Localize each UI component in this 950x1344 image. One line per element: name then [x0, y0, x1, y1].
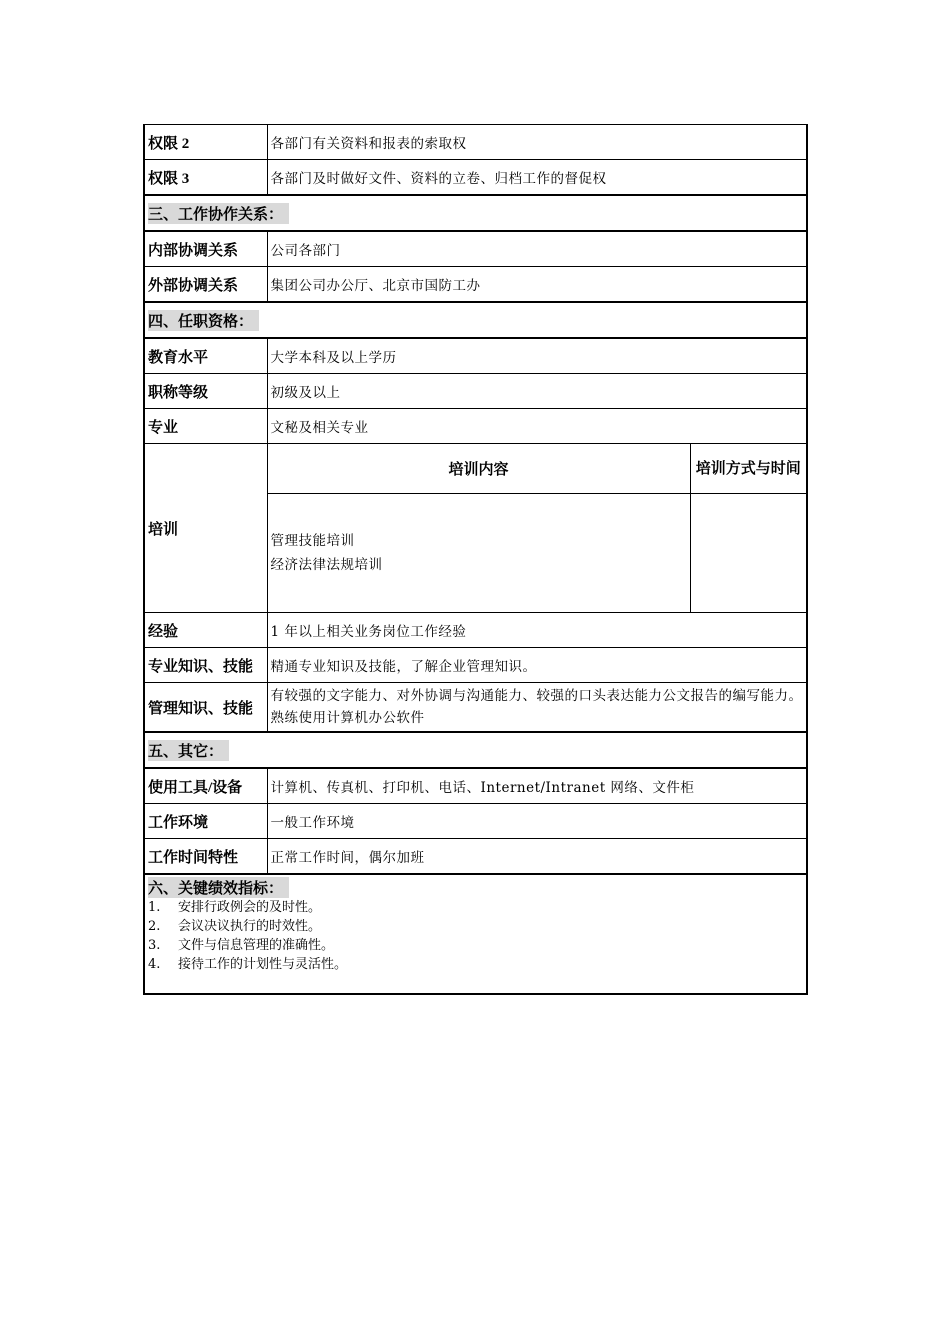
training-method-cell [690, 494, 807, 613]
other-row [144, 768, 807, 804]
permission-row [144, 125, 807, 160]
permission-label: 权限 2 [144, 125, 267, 160]
qualification-value: 初级及以上 [267, 374, 807, 409]
cooperation-row [144, 267, 807, 303]
experience-row [144, 613, 807, 648]
training-content-header: 培训内容 [267, 444, 690, 494]
section-title-others: 五、其它： [148, 740, 229, 761]
skill-row [144, 683, 807, 733]
other-label: 工作时间特性 [144, 839, 267, 875]
qualification-label: 职称等级 [144, 374, 267, 409]
other-label: 工作环境 [144, 804, 267, 839]
kpi-item-number: 3. [148, 938, 161, 953]
qualification-value: 大学本科及以上学历 [267, 338, 807, 374]
experience-label: 经验 [144, 613, 267, 648]
permission-label: 权限 3 [144, 160, 267, 196]
job-description-page [143, 124, 806, 995]
qualification-label: 专业 [144, 409, 267, 444]
section-header-row [144, 732, 807, 768]
cooperation-value: 集团公司办公厅、北京市国防工办 [267, 267, 807, 303]
cooperation-label: 外部协调关系 [144, 267, 267, 303]
cooperation-label: 内部协调关系 [144, 231, 267, 267]
kpi-item-text: 会议决议执行的时效性。 [178, 919, 322, 934]
permission-value: 各部门有关资料和报表的索取权 [267, 125, 807, 160]
other-value: 正常工作时间，偶尔加班 [267, 839, 807, 875]
kpi-item-number: 1. [148, 900, 161, 915]
skill-label: 专业知识、技能 [144, 648, 267, 683]
job-description-table [143, 124, 808, 995]
kpi-item-text: 文件与信息管理的准确性。 [178, 938, 335, 953]
section-header-row [144, 302, 807, 338]
permission-value: 各部门及时做好文件、资料的立卷、归档工作的督促权 [267, 160, 807, 196]
kpi-item [148, 917, 803, 936]
kpi-item [148, 936, 803, 955]
qualification-row [144, 374, 807, 409]
kpi-item-number: 4. [148, 957, 161, 972]
other-value: 计算机、传真机、打印机、电话、Internet/Intranet 网络、文件柜 [267, 768, 807, 804]
other-value: 一般工作环境 [267, 804, 807, 839]
experience-value: 1 年以上相关业务岗位工作经验 [267, 613, 807, 648]
permission-row [144, 160, 807, 196]
section-title-qualifications: 四、任职资格： [148, 310, 259, 331]
skill-value: 有较强的文字能力、对外协调与沟通能力、较强的口头表达能力公文报告的编写能力。熟练使用计算机办公软件 [267, 683, 807, 733]
kpi-item-text: 接待工作的计划性与灵活性。 [178, 957, 348, 972]
training-item: 经济法律法规培训 [270, 557, 383, 573]
kpi-item-number: 2. [148, 919, 161, 934]
training-items [267, 494, 690, 613]
training-item: 管理技能培训 [270, 533, 355, 549]
kpi-row [144, 874, 807, 994]
other-row [144, 839, 807, 875]
kpi-item [148, 955, 803, 974]
section-title-cooperation: 三、工作协作关系： [148, 203, 289, 224]
kpi-list [148, 898, 803, 974]
skill-row [144, 648, 807, 683]
other-label: 使用工具/设备 [144, 768, 267, 804]
kpi-item-text: 安排行政例会的及时性。 [178, 900, 322, 915]
qualification-label: 教育水平 [144, 338, 267, 374]
skill-label: 管理知识、技能 [144, 683, 267, 733]
cooperation-value: 公司各部门 [267, 231, 807, 267]
training-label: 培训 [144, 444, 267, 613]
qualification-row [144, 409, 807, 444]
training-header-row [144, 444, 807, 494]
kpi-item [148, 898, 803, 917]
qualification-value: 文秘及相关专业 [267, 409, 807, 444]
training-method-header: 培训方式与时间 [690, 444, 807, 494]
qualification-row [144, 338, 807, 374]
section-title-kpi: 六、关键绩效指标： [148, 877, 289, 898]
section-header-row [144, 195, 807, 231]
cooperation-row [144, 231, 807, 267]
other-row [144, 804, 807, 839]
skill-value: 精通专业知识及技能，了解企业管理知识。 [267, 648, 807, 683]
